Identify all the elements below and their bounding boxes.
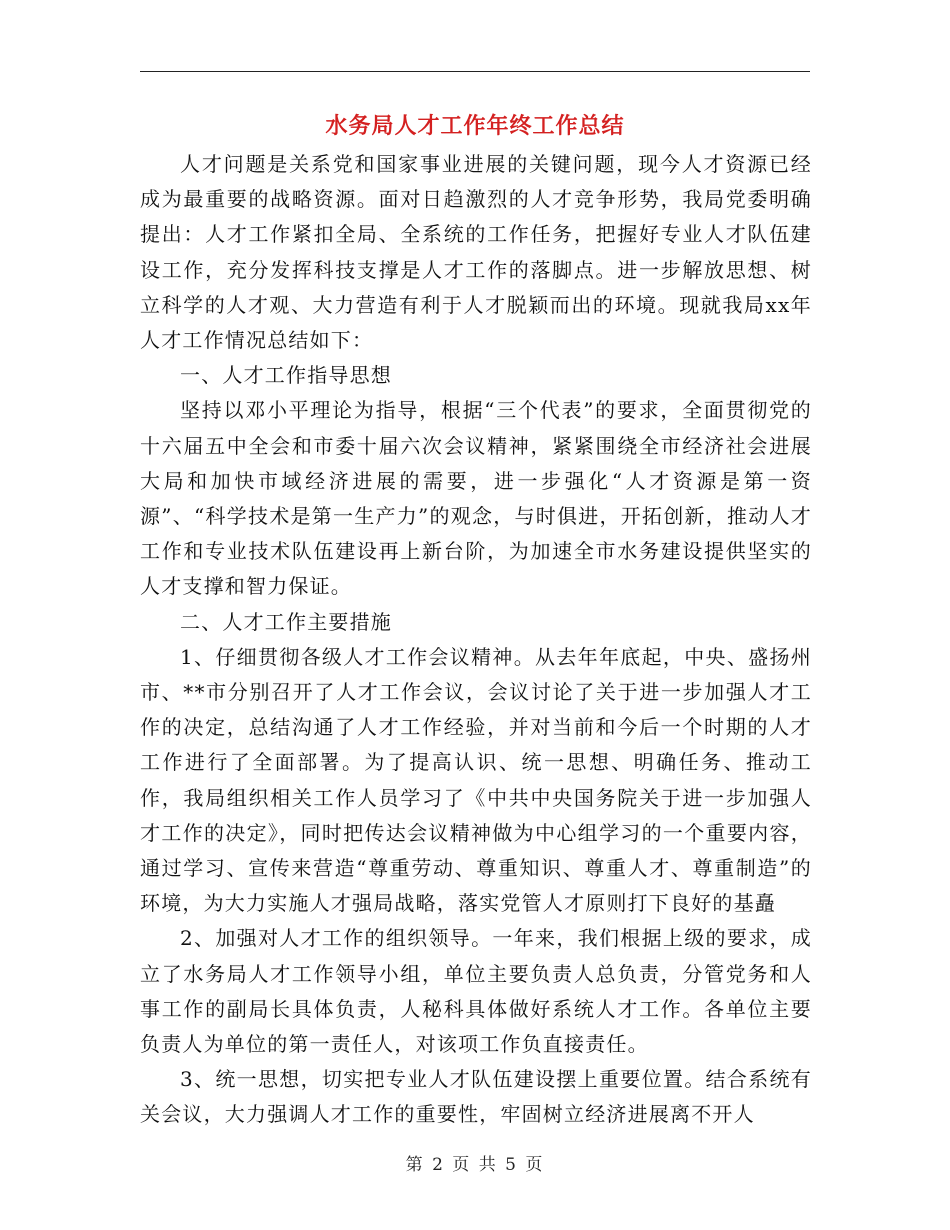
section-heading-main-measures: 二、人才工作主要措施 (180, 609, 392, 634)
document-title: 水务局人才工作年终工作总结 (325, 113, 625, 139)
page-number-footer: 第 2 页 共 5 页 (405, 1155, 545, 1175)
guiding-ideology-paragraph: 坚持以邓小平理论为指导，根据“三个代表”的要求，全面贯彻党的十六届五中全会和市委十届六次会议精神，紧紧围绕全市经济社会进展大局和加快市域经济进展的需要，进一步强化“人才资源是第一资源”、“科学技术是第一生产力”的观念，与时俱进，开拓创新，推动人才工作和专业技术队伍建设再上新台阶，为加速全市水务建设提供坚实的人才支撑和智力保证。 (140, 398, 812, 599)
document-body (140, 147, 812, 1133)
section-heading-guiding-ideology: 一、人才工作指导思想 (180, 363, 392, 388)
measure-paragraph-3: 3、统一思想，切实把专业人才队伍建设摆上重要位置。结合系统有关会议，大力强调人才工作的重要性，牢固树立经济进展离不开人 (140, 1067, 812, 1127)
intro-paragraph: 人才问题是关系党和国家事业进展的关键问题，现今人才资源已经成为最重要的战略资源。面对日趋激烈的人才竞争形势，我局党委明确提出：人才工作紧扣全局、全系统的工作任务，把握好专业人才队伍建设工作，充分发挥科技支撑是人才工作的落脚点。进一步解放思想、树立科学的人才观、大力营造有利于人才脱颖而出的环境。现就我局xx年人才工作情况总结如下： (140, 152, 812, 353)
header-rule (140, 71, 810, 72)
measure-paragraph-1: 1、仔细贯彻各级人才工作会议精神。从去年年底起，中央、盛扬州市、**市分别召开了人才工作会议，会议讨论了关于进一步加强人才工作的决定，总结沟通了人才工作经验，并对当前和今后一个时期的人才工作进行了全面部署。为了提高认识、统一思想、明确任务、推动工作，我局组织相关工作人员学习了《中共中央国务院关于进一步加强人才工作的决定》，同时把传达会议精神做为中心组学习的一个重要内容，通过学习、宣传来营造“尊重劳动、尊重知识、尊重人才、尊重制造”的环境，为大力实施人才强局战略，落实党管人才原则打下良好的基矗 (140, 644, 812, 916)
measure-paragraph-2: 2、加强对人才工作的组织领导。一年来，我们根据上级的要求，成立了水务局人才工作领导小组，单位主要负责人总负责，分管党务和人事工作的副局长具体负责，人秘科具体做好系统人才工作。各单位主要负责人为单位的第一责任人，对该项工作负直接责任。 (140, 926, 812, 1057)
